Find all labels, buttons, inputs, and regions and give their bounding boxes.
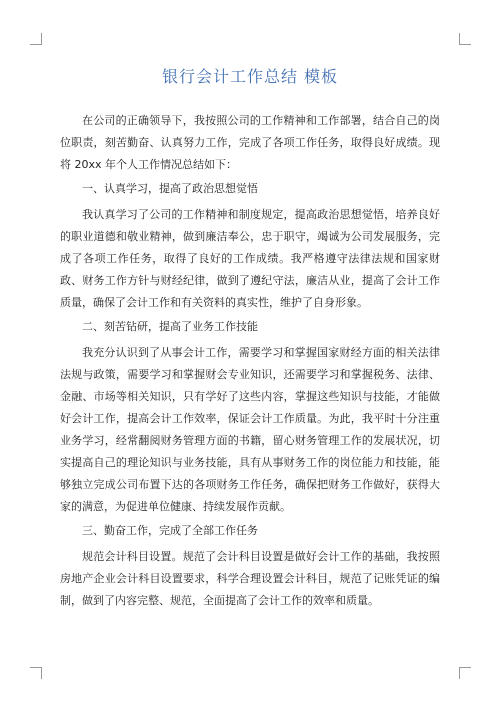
section-1-paragraph: 我认真学习了公司的工作精神和制度规定，提高政治思想觉悟，培养良好的职业道德和敬业精神，做到廉洁奉公，忠于职守，竭诚为公司发展服务，完成了各项工作任务，取得了良好的工作成绩。我严格遵守法律法规和国家财政、财务工作方针与财经纪律，做到了遵纪守法，廉洁从业，提高了会计工作质量，确保了会计工作和有关资料的真实性，维护了自身形象。 [60,208,440,309]
section-1-heading: 一、认真学习，提高了政治思想觉悟 [82,182,258,195]
section-3-heading: 三、勤奋工作，完成了全部工作任务 [82,524,258,537]
intro-paragraph: 在公司的正确领导下，我按照公司的工作精神和工作部署，结合自己的岗位职责，刻苦勤奋、认真努力工作，完成了各项工作任务，取得良好成绩。现将 20xx 年个人工作情况总结如下： [60,114,440,171]
section-2-paragraph: 我充分认识到了从事会计工作，需要学习和掌握国家财经方面的相关法律法规与政策，需要学习和掌握财会专业知识，还需要学习和掌握税务、法律、金融、市场等相关知识，只有学好了这些内容，掌握这些知识与技能，才能做好会计工作，提高会计工作效率，保证会计工作质量。为此，我平时十分注重业务学习，经常翻阅财务管理方面的书籍，留心财务管理工作的发展状况，切实提高自己的理论知识与业务技能，具有从事财务工作的岗位能力和技能，能够独立完成公司布置下达的各项财务工作任务，确保把财务工作做好，获得大家的满意，为促进单位健康、持续发展作贡献。 [60,346,440,513]
crop-mark-bottom-right [459,667,471,679]
document-title: 银行会计工作总结 模板 [161,67,339,86]
crop-mark-top-right [459,33,471,45]
section-2-heading: 二、刻苦钻研，提高了业务工作技能 [82,320,258,333]
section-3-paragraph: 规范会计科目设置。规范了会计科目设置是做好会计工作的基础，我按照房地产企业会计科目设置要求，科学合理设置会计科目，规范了记账凭证的编制，做到了内容完整、规范，全面提高了会计工作的效率和质量。 [60,550,440,607]
crop-mark-top-left [30,33,42,45]
document-body [60,110,440,614]
crop-mark-bottom-left [30,667,42,679]
